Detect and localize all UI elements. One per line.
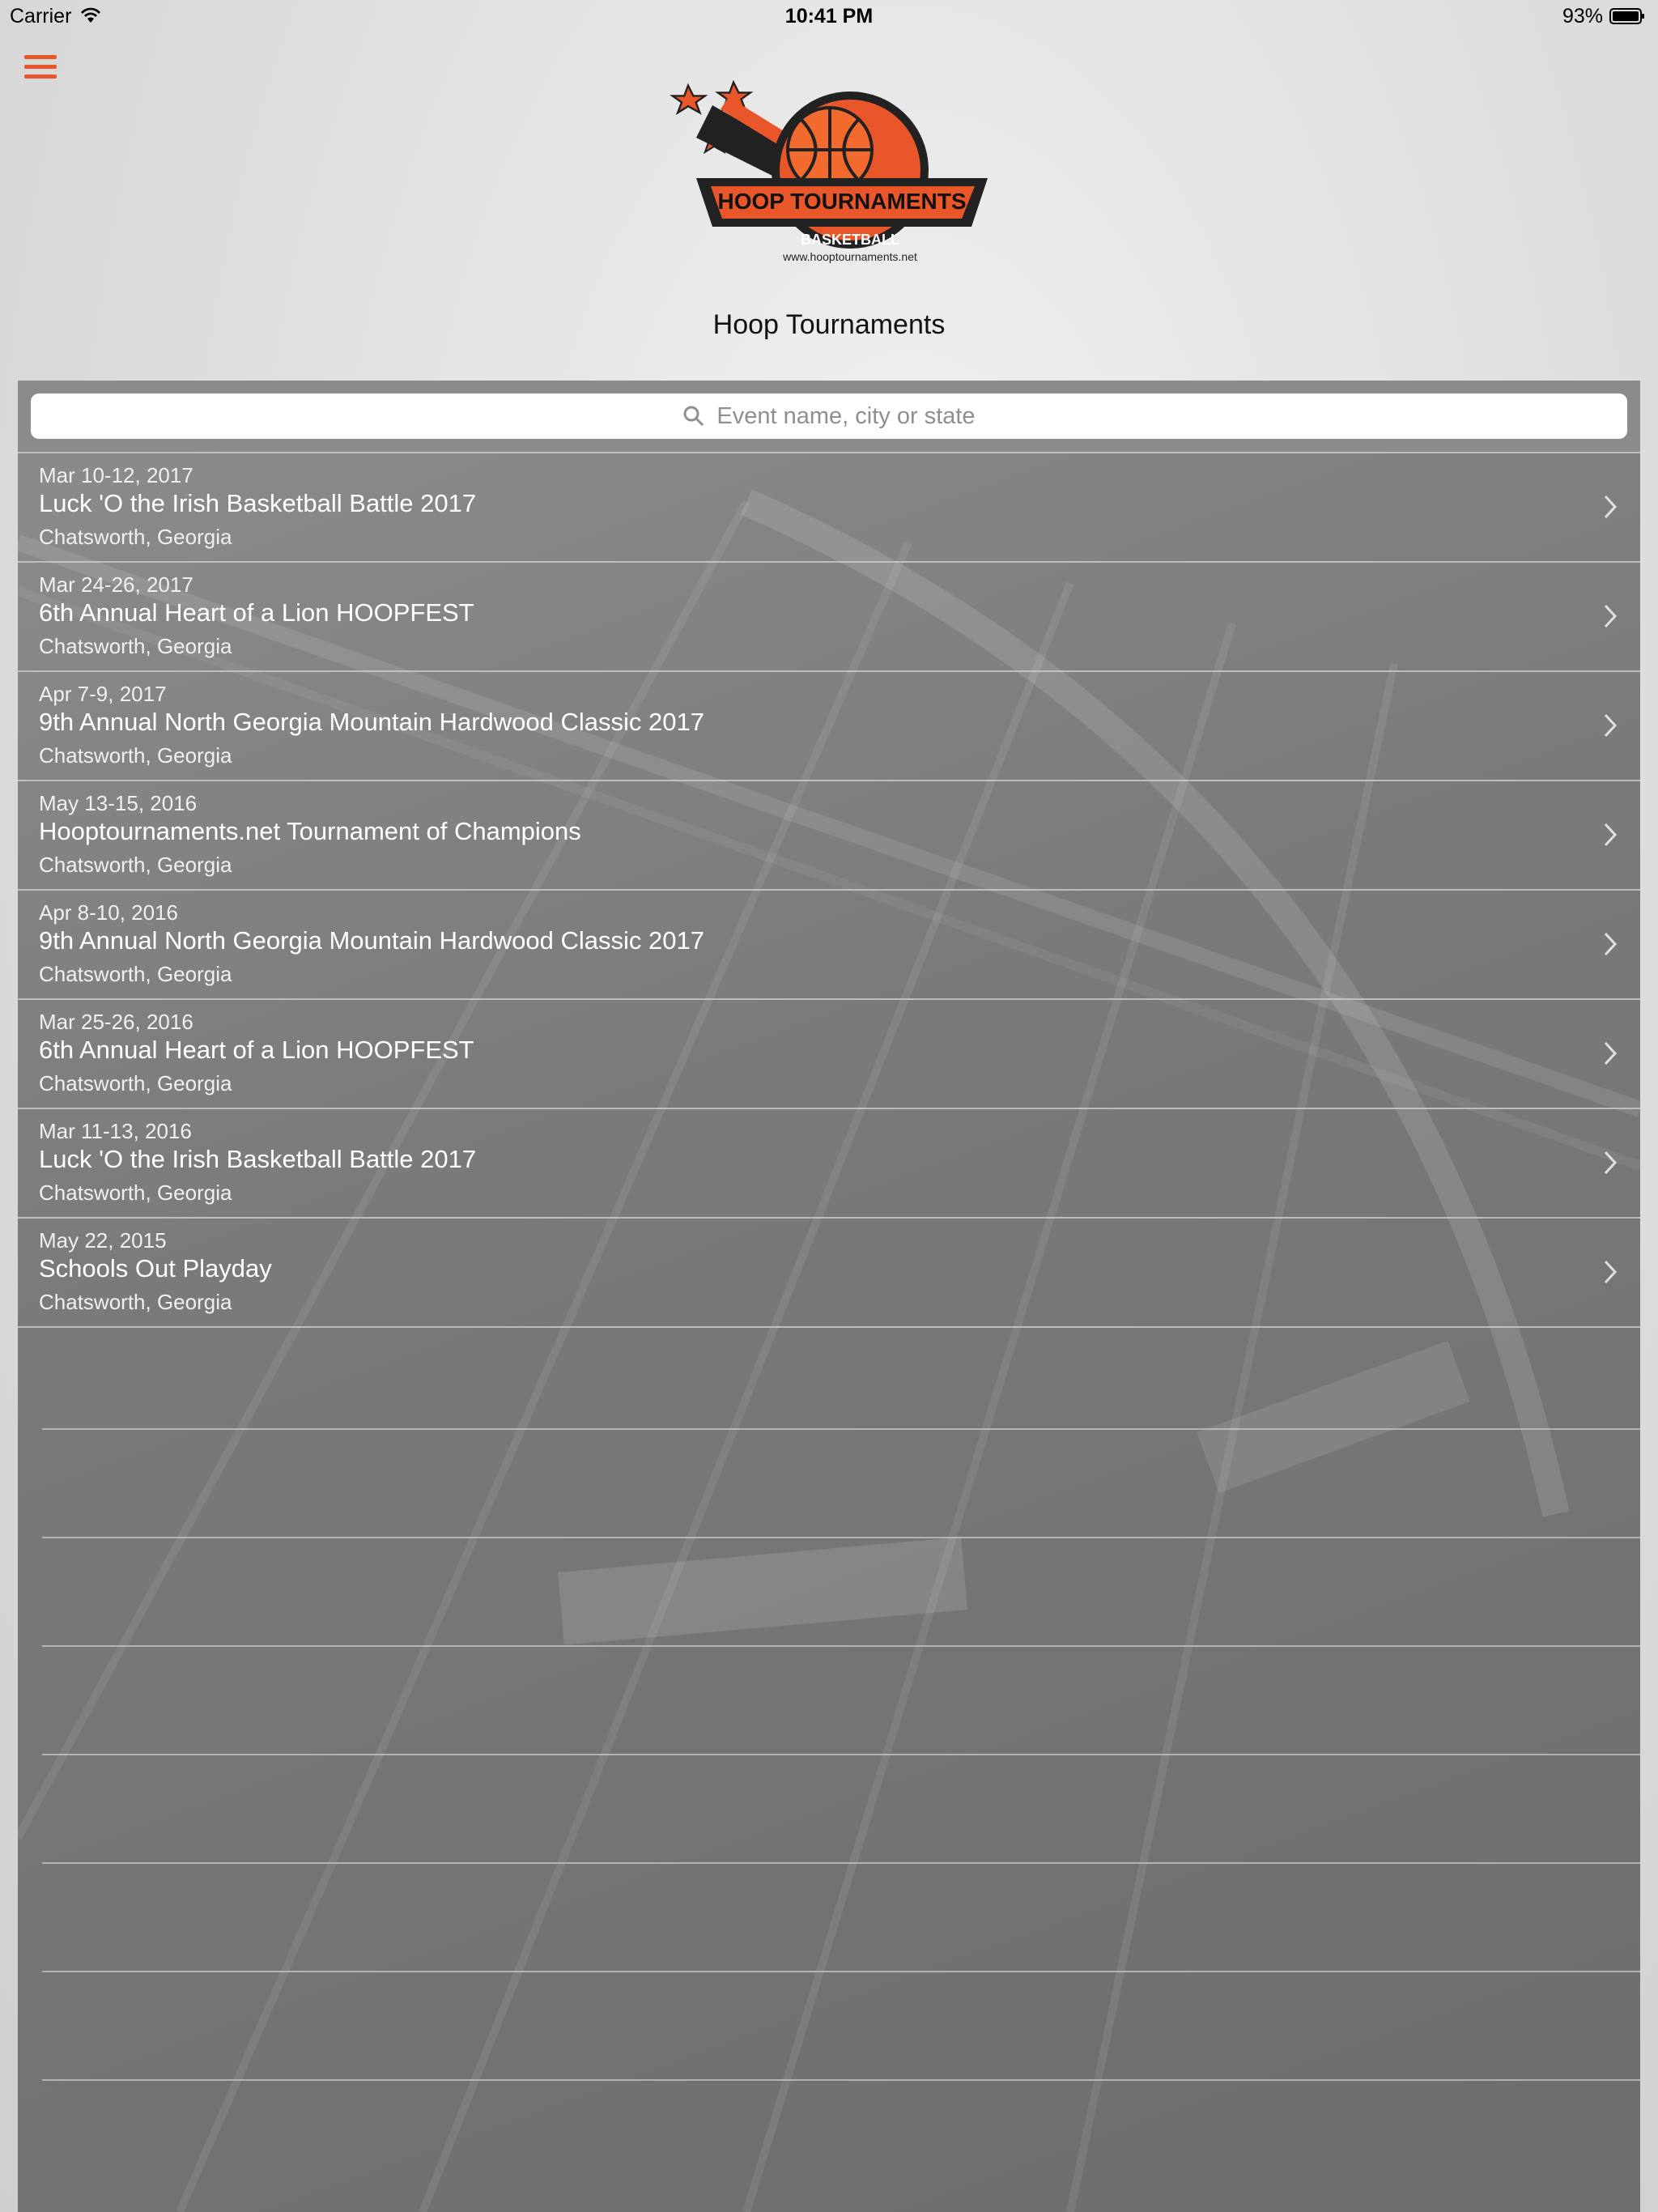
chevron-right-icon [1603, 931, 1618, 957]
chevron-right-icon [1603, 1040, 1618, 1066]
event-date: Mar 11-13, 2016 [39, 1119, 192, 1143]
event-location: Chatsworth, Georgia [39, 1290, 232, 1314]
event-name: 6th Annual Heart of a Lion HOOPFEST [39, 1036, 474, 1064]
event-name: Hooptournaments.net Tournament of Champions [39, 817, 581, 845]
list-item[interactable] [18, 561, 1640, 670]
search-bar [18, 381, 1640, 452]
list-item[interactable] [18, 1108, 1640, 1217]
event-date: Apr 7-9, 2017 [39, 682, 167, 706]
chevron-right-icon [1603, 494, 1618, 520]
list-item[interactable] [18, 889, 1640, 998]
event-date: May 13-15, 2016 [39, 791, 198, 815]
search-placeholder: Event name, city or state [716, 402, 976, 429]
chevron-right-icon [1603, 713, 1618, 738]
battery-icon [1609, 8, 1645, 24]
empty-row-separator [42, 2079, 1640, 2081]
logo-sub-text: BASKETBALL [801, 232, 899, 248]
event-name: 9th Annual North Georgia Mountain Hardwood Classic 2017 [39, 708, 704, 736]
event-date: May 22, 2015 [39, 1228, 167, 1253]
empty-row-separator [42, 1537, 1640, 1538]
clock: 10:41 PM [784, 5, 874, 28]
event-date: Mar 10-12, 2017 [39, 463, 193, 487]
battery-percent: 93% [1562, 5, 1603, 28]
page-title: Hoop Tournaments [712, 309, 946, 340]
event-location: Chatsworth, Georgia [39, 962, 232, 986]
events-panel [18, 381, 1640, 2212]
carrier-label: Carrier [10, 5, 72, 28]
event-location: Chatsworth, Georgia [39, 853, 232, 877]
event-name: Luck 'O the Irish Basketball Battle 2017 [39, 489, 477, 517]
list-item[interactable] [18, 452, 1640, 561]
logo-url-text: www.hooptournaments.net [783, 250, 917, 263]
empty-row-separator [42, 1428, 1640, 1430]
list-item[interactable] [18, 780, 1640, 889]
chevron-right-icon [1603, 1259, 1618, 1285]
event-name: 6th Annual Heart of a Lion HOOPFEST [39, 598, 474, 627]
hoop-tournaments-logo [664, 73, 996, 267]
chevron-right-icon [1603, 603, 1618, 629]
empty-row-separator [42, 1971, 1640, 1972]
chevron-right-icon [1603, 822, 1618, 848]
event-date: Mar 24-26, 2017 [39, 572, 193, 597]
list-item[interactable] [18, 1217, 1640, 1328]
event-name: Schools Out Playday [39, 1254, 272, 1283]
event-location: Chatsworth, Georgia [39, 525, 232, 549]
empty-row-separator [42, 1645, 1640, 1647]
event-date: Apr 8-10, 2016 [39, 900, 179, 925]
chevron-right-icon [1603, 1150, 1618, 1176]
empty-row-separator [42, 1862, 1640, 1864]
event-location: Chatsworth, Georgia [39, 1180, 232, 1205]
search-icon [682, 405, 705, 428]
event-location: Chatsworth, Georgia [39, 1071, 232, 1095]
event-name: Luck 'O the Irish Basketball Battle 2017 [39, 1145, 477, 1173]
event-list [18, 452, 1640, 1328]
list-item[interactable] [18, 998, 1640, 1108]
list-item[interactable] [18, 670, 1640, 780]
status-bar [0, 0, 1658, 32]
event-date: Mar 25-26, 2016 [39, 1010, 193, 1034]
event-location: Chatsworth, Georgia [39, 634, 232, 658]
logo-text: HOOP TOURNAMENTS [717, 189, 967, 214]
event-name: 9th Annual North Georgia Mountain Hardwood Classic 2017 [39, 926, 704, 955]
event-location: Chatsworth, Georgia [39, 743, 232, 768]
empty-row-separator [42, 1754, 1640, 1755]
search-input[interactable] [31, 393, 1627, 439]
menu-icon[interactable] [24, 55, 57, 79]
